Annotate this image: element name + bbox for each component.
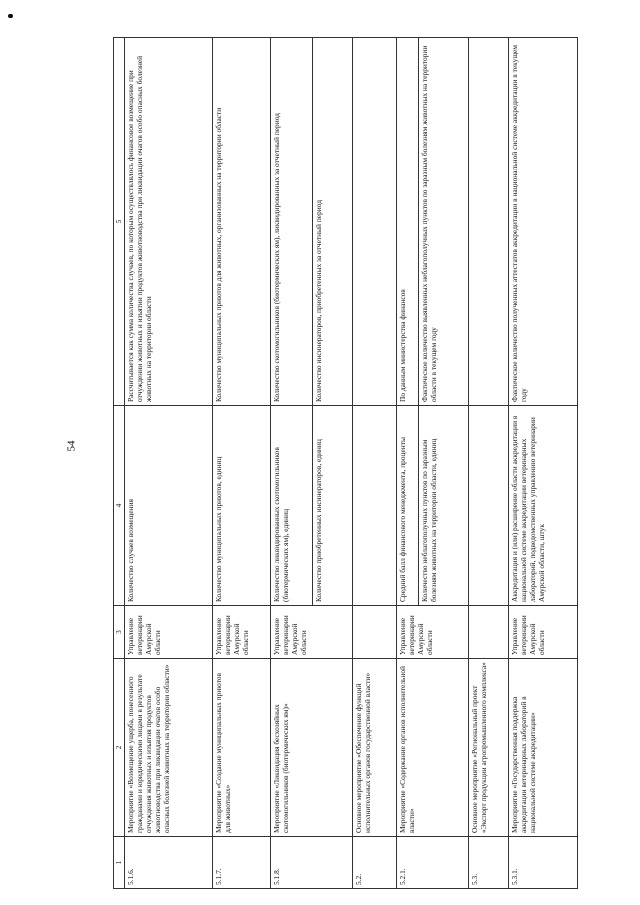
row-number: 5.3. (469, 837, 509, 889)
indicator: Средний балл финансового менеджмента, проценты (397, 406, 419, 606)
table-row (353, 38, 397, 889)
executor: Управление ветеринарии Амурской области (397, 606, 469, 659)
indicator: Количество муниципальных приютов, единиц (213, 406, 271, 606)
table-row (213, 38, 271, 889)
executor: Управление ветеринарии Амурской области (271, 606, 353, 659)
row-number: 5.1.7. (213, 837, 271, 889)
table-row (469, 38, 509, 889)
row-number: 5.2. (353, 837, 397, 889)
measure-name: Основное мероприятие «Региональный проект «Экспорт продукции агропромышленного комплекса» (469, 659, 509, 837)
scan-mark (8, 14, 13, 18)
table-row (125, 38, 213, 889)
measures-table (113, 37, 578, 889)
indicator: Количество случаев возмещения (125, 406, 213, 606)
table-row (271, 38, 313, 889)
table-row (397, 38, 419, 889)
table-row (509, 38, 578, 889)
executor: Управление ветеринарии Амурской области (125, 606, 213, 659)
column-header-5: 5 (114, 38, 125, 406)
method-note: Количество муниципальных приютов для животных, организованных на территории области (213, 38, 271, 406)
measure-name: Основное мероприятие «Обеспечение функций исполнительных органов государственной власти» (353, 659, 397, 837)
method-note: Рассчитывается как сумма количества случаев, по которым осуществлялось финансовое возмещение при отчуждении животных и изъятии продуктов животноводства при ликвидации очагов особо опасных болезней животных на территории области (125, 38, 213, 406)
row-number: 5.2.1. (397, 837, 469, 889)
method-note: Количество инсинераторов, приобретенных за отчетный период (313, 38, 353, 406)
indicator: Количество неблагополучных пунктов по заразным болезням животных на территории области, единиц (419, 406, 469, 606)
executor (353, 606, 397, 659)
method-note: По данным министерства финансов (397, 38, 419, 406)
row-number: 5.3.1. (509, 837, 578, 889)
indicator (469, 406, 509, 606)
indicator: Аккредитация и (или) расширение области аккредитации в национальной системе аккредитации ветеринарных лабораторий, подведомственных управлению ветеринарии Амурской области, штук (509, 406, 578, 606)
column-number-row (114, 38, 125, 889)
measure-name: Мероприятие «Государственная поддержка аккредитации ветеринарных лабораторий в национальной системе аккредитации» (509, 659, 578, 837)
indicator: Количество ликвидированных скотомогильников (биотермических ям), единиц (271, 406, 313, 606)
measure-name: Мероприятие «Содержание органов исполнительной власти» (397, 659, 469, 837)
method-note: Фактическое количество выявленных неблагополучных пунктов по заразным болезням животных на территории области в текущем году (419, 38, 469, 406)
measure-name: Мероприятие «Создание муниципальных приютов для животных» (213, 659, 271, 837)
measure-name: Мероприятие «Ликвидация бесхозяйных скотомогильников (биотермических ям)» (271, 659, 353, 837)
method-note (469, 38, 509, 406)
column-header-1: 1 (114, 837, 125, 889)
row-number: 5.1.8. (271, 837, 353, 889)
indicator: Количество приобретенных инсинераторов, единиц (313, 406, 353, 606)
column-header-3: 3 (114, 606, 125, 659)
executor (469, 606, 509, 659)
method-note (353, 38, 397, 406)
rotated-table-container (113, 38, 578, 889)
method-note: Количество скотомогильников (биотермических ям), ликвидированных за отчетный период (271, 38, 313, 406)
column-header-4: 4 (114, 406, 125, 606)
column-header-2: 2 (114, 659, 125, 837)
method-note: Фактическое количество полученных аттестатов аккредитации в национальной системе аккредитации в текущем году (509, 38, 578, 406)
page-number: 54 (65, 440, 78, 452)
indicator (353, 406, 397, 606)
executor: Управление ветеринарии Амурской области (213, 606, 271, 659)
measure-name: Мероприятие «Возмещение ущерба, понесенного гражданами и юридическими лицами в результате отчуждения животных и изъятия продуктов животноводства при ликвидации очагов особо опасных болезней животных на территории области» (125, 659, 213, 837)
row-number: 5.1.6. (125, 837, 213, 889)
executor: Управление ветеринарии Амурской области (509, 606, 578, 659)
